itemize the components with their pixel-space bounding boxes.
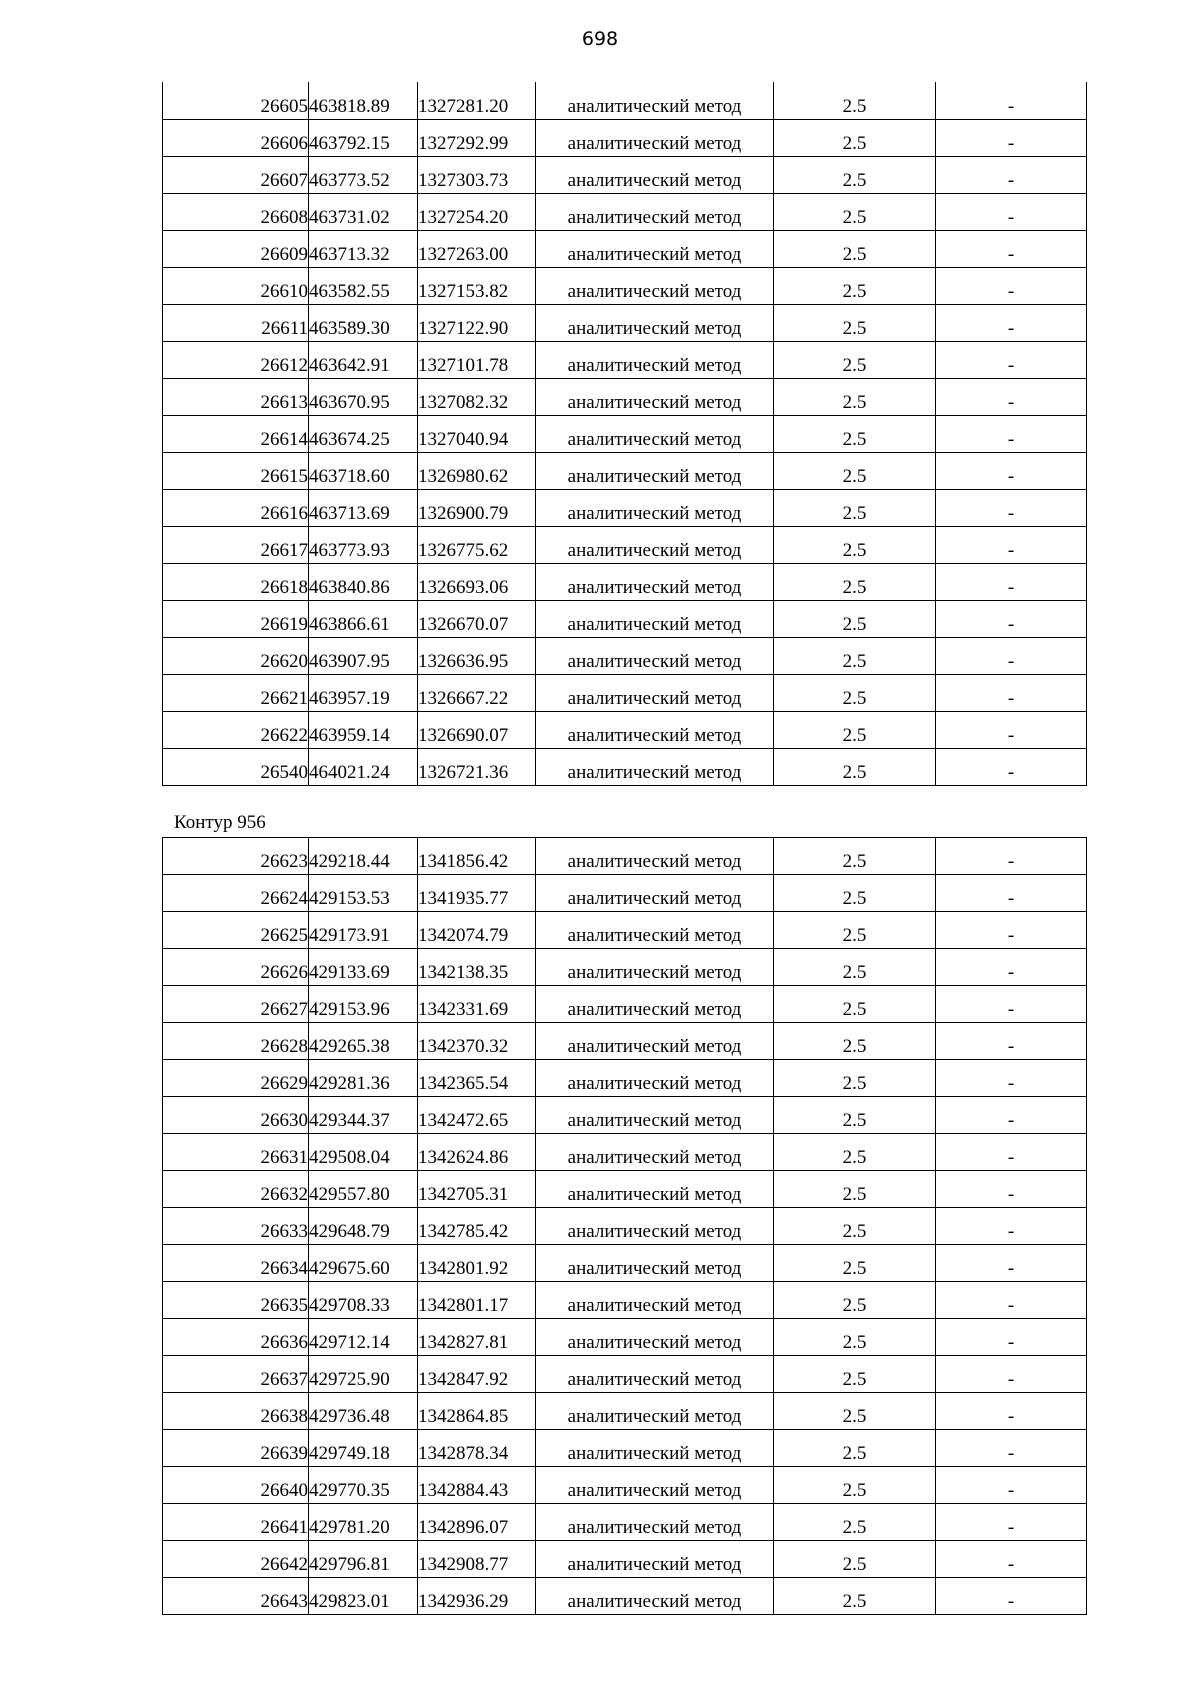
- point-number-cell: 26620: [163, 637, 309, 674]
- x-coordinate-cell: 463713.32: [309, 230, 418, 267]
- point-number-cell: 26609: [163, 230, 309, 267]
- table-row: [163, 1430, 1087, 1467]
- accuracy-cell: 2.5: [774, 1319, 936, 1356]
- point-number-cell: 26614: [163, 415, 309, 452]
- point-number-cell: 26632: [163, 1171, 309, 1208]
- y-coordinate-cell: 1342896.07: [418, 1504, 536, 1541]
- table-row: [163, 1541, 1087, 1578]
- description-cell: -: [936, 912, 1087, 949]
- point-number-cell: 26616: [163, 489, 309, 526]
- x-coordinate-cell: 463718.60: [309, 452, 418, 489]
- x-coordinate-cell: 463773.52: [309, 156, 418, 193]
- accuracy-cell: 2.5: [774, 82, 936, 119]
- y-coordinate-cell: 1342370.32: [418, 1023, 536, 1060]
- description-cell: -: [936, 748, 1087, 785]
- x-coordinate-cell: 463840.86: [309, 563, 418, 600]
- method-cell: аналитический метод: [536, 341, 774, 378]
- description-cell: -: [936, 1282, 1087, 1319]
- x-coordinate-cell: 429508.04: [309, 1134, 418, 1171]
- x-coordinate-cell: 429781.20: [309, 1504, 418, 1541]
- x-coordinate-cell: 463959.14: [309, 711, 418, 748]
- accuracy-cell: 2.5: [774, 341, 936, 378]
- table-row: [163, 1282, 1087, 1319]
- table-row: [163, 193, 1087, 230]
- method-cell: аналитический метод: [536, 711, 774, 748]
- x-coordinate-cell: 429153.53: [309, 875, 418, 912]
- description-cell: -: [936, 674, 1087, 711]
- y-coordinate-cell: 1327254.20: [418, 193, 536, 230]
- table-row: [163, 452, 1087, 489]
- x-coordinate-cell: 429557.80: [309, 1171, 418, 1208]
- y-coordinate-cell: 1342074.79: [418, 912, 536, 949]
- accuracy-cell: 2.5: [774, 378, 936, 415]
- y-coordinate-cell: 1342624.86: [418, 1134, 536, 1171]
- point-number-cell: 26612: [163, 341, 309, 378]
- method-cell: аналитический метод: [536, 119, 774, 156]
- point-number-cell: 26624: [163, 875, 309, 912]
- accuracy-cell: 2.5: [774, 912, 936, 949]
- accuracy-cell: 2.5: [774, 748, 936, 785]
- accuracy-cell: 2.5: [774, 949, 936, 986]
- x-coordinate-cell: 429823.01: [309, 1578, 418, 1615]
- point-number-cell: 26631: [163, 1134, 309, 1171]
- x-coordinate-cell: 429796.81: [309, 1541, 418, 1578]
- method-cell: аналитический метод: [536, 1578, 774, 1615]
- y-coordinate-cell: 1327122.90: [418, 304, 536, 341]
- x-coordinate-cell: 429712.14: [309, 1319, 418, 1356]
- y-coordinate-cell: 1342936.29: [418, 1578, 536, 1615]
- point-number-cell: 26636: [163, 1319, 309, 1356]
- table-row: [163, 119, 1087, 156]
- description-cell: -: [936, 156, 1087, 193]
- accuracy-cell: 2.5: [774, 637, 936, 674]
- table-row: [163, 82, 1087, 119]
- y-coordinate-cell: 1342331.69: [418, 986, 536, 1023]
- table-row: [163, 489, 1087, 526]
- method-cell: аналитический метод: [536, 637, 774, 674]
- table-row: [163, 1393, 1087, 1430]
- table-row: [163, 637, 1087, 674]
- method-cell: аналитический метод: [536, 193, 774, 230]
- accuracy-cell: 2.5: [774, 1208, 936, 1245]
- y-coordinate-cell: 1327303.73: [418, 156, 536, 193]
- y-coordinate-cell: 1327292.99: [418, 119, 536, 156]
- point-number-cell: 26622: [163, 711, 309, 748]
- table-row: [163, 1467, 1087, 1504]
- description-cell: -: [936, 1060, 1087, 1097]
- table-row: [163, 674, 1087, 711]
- table-row: [163, 1134, 1087, 1171]
- method-cell: аналитический метод: [536, 949, 774, 986]
- table-row: [163, 267, 1087, 304]
- description-cell: -: [936, 711, 1087, 748]
- point-number-cell: 26605: [163, 82, 309, 119]
- accuracy-cell: 2.5: [774, 1393, 936, 1430]
- y-coordinate-cell: 1326636.95: [418, 637, 536, 674]
- method-cell: аналитический метод: [536, 452, 774, 489]
- method-cell: аналитический метод: [536, 838, 774, 875]
- method-cell: аналитический метод: [536, 600, 774, 637]
- method-cell: аналитический метод: [536, 1171, 774, 1208]
- description-cell: -: [936, 1541, 1087, 1578]
- point-number-cell: 26641: [163, 1504, 309, 1541]
- accuracy-cell: 2.5: [774, 304, 936, 341]
- accuracy-cell: 2.5: [774, 1245, 936, 1282]
- x-coordinate-cell: 463866.61: [309, 600, 418, 637]
- x-coordinate-cell: 463792.15: [309, 119, 418, 156]
- method-cell: аналитический метод: [536, 1282, 774, 1319]
- method-cell: аналитический метод: [536, 875, 774, 912]
- accuracy-cell: 2.5: [774, 526, 936, 563]
- table-row: [163, 1578, 1087, 1615]
- table-row: [163, 563, 1087, 600]
- description-cell: -: [936, 1467, 1087, 1504]
- y-coordinate-cell: 1326900.79: [418, 489, 536, 526]
- point-number-cell: 26628: [163, 1023, 309, 1060]
- method-cell: аналитический метод: [536, 1430, 774, 1467]
- point-number-cell: 26608: [163, 193, 309, 230]
- description-cell: -: [936, 1208, 1087, 1245]
- description-cell: -: [936, 600, 1087, 637]
- method-cell: аналитический метод: [536, 1356, 774, 1393]
- x-coordinate-cell: 464021.24: [309, 748, 418, 785]
- table-row: [163, 1023, 1087, 1060]
- x-coordinate-cell: 429708.33: [309, 1282, 418, 1319]
- method-cell: аналитический метод: [536, 230, 774, 267]
- method-cell: аналитический метод: [536, 1393, 774, 1430]
- description-cell: -: [936, 1393, 1087, 1430]
- point-number-cell: 26640: [163, 1467, 309, 1504]
- accuracy-cell: 2.5: [774, 230, 936, 267]
- method-cell: аналитический метод: [536, 1060, 774, 1097]
- point-number-cell: 26639: [163, 1430, 309, 1467]
- y-coordinate-cell: 1342878.34: [418, 1430, 536, 1467]
- x-coordinate-cell: 463582.55: [309, 267, 418, 304]
- method-cell: аналитический метод: [536, 1319, 774, 1356]
- accuracy-cell: 2.5: [774, 119, 936, 156]
- table-row: [163, 1097, 1087, 1134]
- description-cell: -: [936, 986, 1087, 1023]
- accuracy-cell: 2.5: [774, 1356, 936, 1393]
- table-row: [163, 526, 1087, 563]
- point-number-cell: 26613: [163, 378, 309, 415]
- point-number-cell: 26610: [163, 267, 309, 304]
- table-row: [163, 230, 1087, 267]
- accuracy-cell: 2.5: [774, 838, 936, 875]
- y-coordinate-cell: 1342801.92: [418, 1245, 536, 1282]
- x-coordinate-cell: 429344.37: [309, 1097, 418, 1134]
- table-row: [163, 1171, 1087, 1208]
- y-coordinate-cell: 1342801.17: [418, 1282, 536, 1319]
- method-cell: аналитический метод: [536, 526, 774, 563]
- table-row: [163, 156, 1087, 193]
- table-row: [163, 748, 1087, 785]
- table-row: [163, 1060, 1087, 1097]
- accuracy-cell: 2.5: [774, 875, 936, 912]
- accuracy-cell: 2.5: [774, 1467, 936, 1504]
- accuracy-cell: 2.5: [774, 1282, 936, 1319]
- x-coordinate-cell: 429736.48: [309, 1393, 418, 1430]
- method-cell: аналитический метод: [536, 674, 774, 711]
- coordinates-table-body: [163, 82, 1087, 785]
- point-number-cell: 26619: [163, 600, 309, 637]
- point-number-cell: 26615: [163, 452, 309, 489]
- table-row: [163, 1208, 1087, 1245]
- method-cell: аналитический метод: [536, 267, 774, 304]
- y-coordinate-cell: 1326980.62: [418, 452, 536, 489]
- description-cell: -: [936, 526, 1087, 563]
- method-cell: аналитический метод: [536, 1023, 774, 1060]
- point-number-cell: 26638: [163, 1393, 309, 1430]
- description-cell: -: [936, 1134, 1087, 1171]
- description-cell: -: [936, 489, 1087, 526]
- description-cell: -: [936, 1356, 1087, 1393]
- x-coordinate-cell: 463818.89: [309, 82, 418, 119]
- table-row: [163, 838, 1087, 875]
- y-coordinate-cell: 1342864.85: [418, 1393, 536, 1430]
- x-coordinate-cell: 429281.36: [309, 1060, 418, 1097]
- x-coordinate-cell: 429133.69: [309, 949, 418, 986]
- method-cell: аналитический метод: [536, 304, 774, 341]
- description-cell: -: [936, 949, 1087, 986]
- y-coordinate-cell: 1327082.32: [418, 378, 536, 415]
- method-cell: аналитический метод: [536, 986, 774, 1023]
- point-number-cell: 26637: [163, 1356, 309, 1393]
- method-cell: аналитический метод: [536, 563, 774, 600]
- accuracy-cell: 2.5: [774, 1504, 936, 1541]
- coordinates-table-contour-956: [162, 837, 1087, 1615]
- point-number-cell: 26540: [163, 748, 309, 785]
- point-number-cell: 26621: [163, 674, 309, 711]
- x-coordinate-cell: 463674.25: [309, 415, 418, 452]
- x-coordinate-cell: 429770.35: [309, 1467, 418, 1504]
- x-coordinate-cell: 429648.79: [309, 1208, 418, 1245]
- method-cell: аналитический метод: [536, 156, 774, 193]
- description-cell: -: [936, 1504, 1087, 1541]
- point-number-cell: 26630: [163, 1097, 309, 1134]
- point-number-cell: 26634: [163, 1245, 309, 1282]
- method-cell: аналитический метод: [536, 1504, 774, 1541]
- description-cell: -: [936, 193, 1087, 230]
- accuracy-cell: 2.5: [774, 600, 936, 637]
- table-row: [163, 600, 1087, 637]
- y-coordinate-cell: 1342705.31: [418, 1171, 536, 1208]
- x-coordinate-cell: 429265.38: [309, 1023, 418, 1060]
- y-coordinate-cell: 1341935.77: [418, 875, 536, 912]
- x-coordinate-cell: 463713.69: [309, 489, 418, 526]
- x-coordinate-cell: 429725.90: [309, 1356, 418, 1393]
- y-coordinate-cell: 1342884.43: [418, 1467, 536, 1504]
- y-coordinate-cell: 1327040.94: [418, 415, 536, 452]
- table-row: [163, 986, 1087, 1023]
- x-coordinate-cell: 463731.02: [309, 193, 418, 230]
- y-coordinate-cell: 1327153.82: [418, 267, 536, 304]
- x-coordinate-cell: 429749.18: [309, 1430, 418, 1467]
- point-number-cell: 26625: [163, 912, 309, 949]
- table-row: [163, 1356, 1087, 1393]
- y-coordinate-cell: 1342827.81: [418, 1319, 536, 1356]
- method-cell: аналитический метод: [536, 912, 774, 949]
- description-cell: -: [936, 267, 1087, 304]
- accuracy-cell: 2.5: [774, 452, 936, 489]
- y-coordinate-cell: 1342847.92: [418, 1356, 536, 1393]
- coordinates-table-top: [162, 82, 1087, 786]
- table-row: [163, 912, 1087, 949]
- accuracy-cell: 2.5: [774, 563, 936, 600]
- method-cell: аналитический метод: [536, 1245, 774, 1282]
- contour-label: Контур 956: [174, 812, 266, 833]
- description-cell: -: [936, 637, 1087, 674]
- y-coordinate-cell: 1327281.20: [418, 82, 536, 119]
- x-coordinate-cell: 429153.96: [309, 986, 418, 1023]
- y-coordinate-cell: 1342472.65: [418, 1097, 536, 1134]
- y-coordinate-cell: 1342138.35: [418, 949, 536, 986]
- method-cell: аналитический метод: [536, 748, 774, 785]
- accuracy-cell: 2.5: [774, 674, 936, 711]
- y-coordinate-cell: 1327101.78: [418, 341, 536, 378]
- point-number-cell: 26627: [163, 986, 309, 1023]
- table-row: [163, 711, 1087, 748]
- x-coordinate-cell: 463907.95: [309, 637, 418, 674]
- table-row: [163, 304, 1087, 341]
- y-coordinate-cell: 1342785.42: [418, 1208, 536, 1245]
- method-cell: аналитический метод: [536, 1134, 774, 1171]
- point-number-cell: 26623: [163, 838, 309, 875]
- method-cell: аналитический метод: [536, 415, 774, 452]
- description-cell: -: [936, 1578, 1087, 1615]
- table-row: [163, 949, 1087, 986]
- table-row: [163, 1245, 1087, 1282]
- x-coordinate-cell: 429173.91: [309, 912, 418, 949]
- description-cell: -: [936, 341, 1087, 378]
- description-cell: -: [936, 875, 1087, 912]
- method-cell: аналитический метод: [536, 489, 774, 526]
- coordinates-table-body: [163, 838, 1087, 1615]
- y-coordinate-cell: 1326667.22: [418, 674, 536, 711]
- description-cell: -: [936, 1245, 1087, 1282]
- method-cell: аналитический метод: [536, 1208, 774, 1245]
- table-row: [163, 875, 1087, 912]
- description-cell: -: [936, 1171, 1087, 1208]
- point-number-cell: 26635: [163, 1282, 309, 1319]
- accuracy-cell: 2.5: [774, 415, 936, 452]
- accuracy-cell: 2.5: [774, 711, 936, 748]
- point-number-cell: 26611: [163, 304, 309, 341]
- accuracy-cell: 2.5: [774, 986, 936, 1023]
- description-cell: -: [936, 378, 1087, 415]
- y-coordinate-cell: 1326670.07: [418, 600, 536, 637]
- y-coordinate-cell: 1326775.62: [418, 526, 536, 563]
- accuracy-cell: 2.5: [774, 267, 936, 304]
- x-coordinate-cell: 463670.95: [309, 378, 418, 415]
- accuracy-cell: 2.5: [774, 1060, 936, 1097]
- x-coordinate-cell: 429675.60: [309, 1245, 418, 1282]
- description-cell: -: [936, 230, 1087, 267]
- table-row: [163, 378, 1087, 415]
- point-number-cell: 26633: [163, 1208, 309, 1245]
- x-coordinate-cell: 463589.30: [309, 304, 418, 341]
- table-row: [163, 341, 1087, 378]
- description-cell: -: [936, 452, 1087, 489]
- description-cell: -: [936, 1430, 1087, 1467]
- accuracy-cell: 2.5: [774, 193, 936, 230]
- table-row: [163, 1504, 1087, 1541]
- x-coordinate-cell: 463642.91: [309, 341, 418, 378]
- point-number-cell: 26618: [163, 563, 309, 600]
- y-coordinate-cell: 1341856.42: [418, 838, 536, 875]
- x-coordinate-cell: 429218.44: [309, 838, 418, 875]
- description-cell: -: [936, 82, 1087, 119]
- method-cell: аналитический метод: [536, 1467, 774, 1504]
- method-cell: аналитический метод: [536, 378, 774, 415]
- point-number-cell: 26626: [163, 949, 309, 986]
- accuracy-cell: 2.5: [774, 1430, 936, 1467]
- y-coordinate-cell: 1326721.36: [418, 748, 536, 785]
- page-number: 698: [581, 28, 619, 50]
- point-number-cell: 26607: [163, 156, 309, 193]
- accuracy-cell: 2.5: [774, 1097, 936, 1134]
- x-coordinate-cell: 463957.19: [309, 674, 418, 711]
- table-row: [163, 415, 1087, 452]
- point-number-cell: 26643: [163, 1578, 309, 1615]
- y-coordinate-cell: 1326693.06: [418, 563, 536, 600]
- y-coordinate-cell: 1342908.77: [418, 1541, 536, 1578]
- accuracy-cell: 2.5: [774, 156, 936, 193]
- method-cell: аналитический метод: [536, 82, 774, 119]
- y-coordinate-cell: 1326690.07: [418, 711, 536, 748]
- y-coordinate-cell: 1327263.00: [418, 230, 536, 267]
- y-coordinate-cell: 1342365.54: [418, 1060, 536, 1097]
- description-cell: -: [936, 563, 1087, 600]
- method-cell: аналитический метод: [536, 1097, 774, 1134]
- point-number-cell: 26606: [163, 119, 309, 156]
- description-cell: -: [936, 119, 1087, 156]
- description-cell: -: [936, 1023, 1087, 1060]
- accuracy-cell: 2.5: [774, 1134, 936, 1171]
- accuracy-cell: 2.5: [774, 1578, 936, 1615]
- accuracy-cell: 2.5: [774, 1023, 936, 1060]
- point-number-cell: 26642: [163, 1541, 309, 1578]
- description-cell: -: [936, 415, 1087, 452]
- accuracy-cell: 2.5: [774, 1171, 936, 1208]
- accuracy-cell: 2.5: [774, 489, 936, 526]
- point-number-cell: 26617: [163, 526, 309, 563]
- description-cell: -: [936, 1319, 1087, 1356]
- description-cell: -: [936, 304, 1087, 341]
- description-cell: -: [936, 1097, 1087, 1134]
- method-cell: аналитический метод: [536, 1541, 774, 1578]
- table-row: [163, 1319, 1087, 1356]
- x-coordinate-cell: 463773.93: [309, 526, 418, 563]
- point-number-cell: 26629: [163, 1060, 309, 1097]
- description-cell: -: [936, 838, 1087, 875]
- accuracy-cell: 2.5: [774, 1541, 936, 1578]
